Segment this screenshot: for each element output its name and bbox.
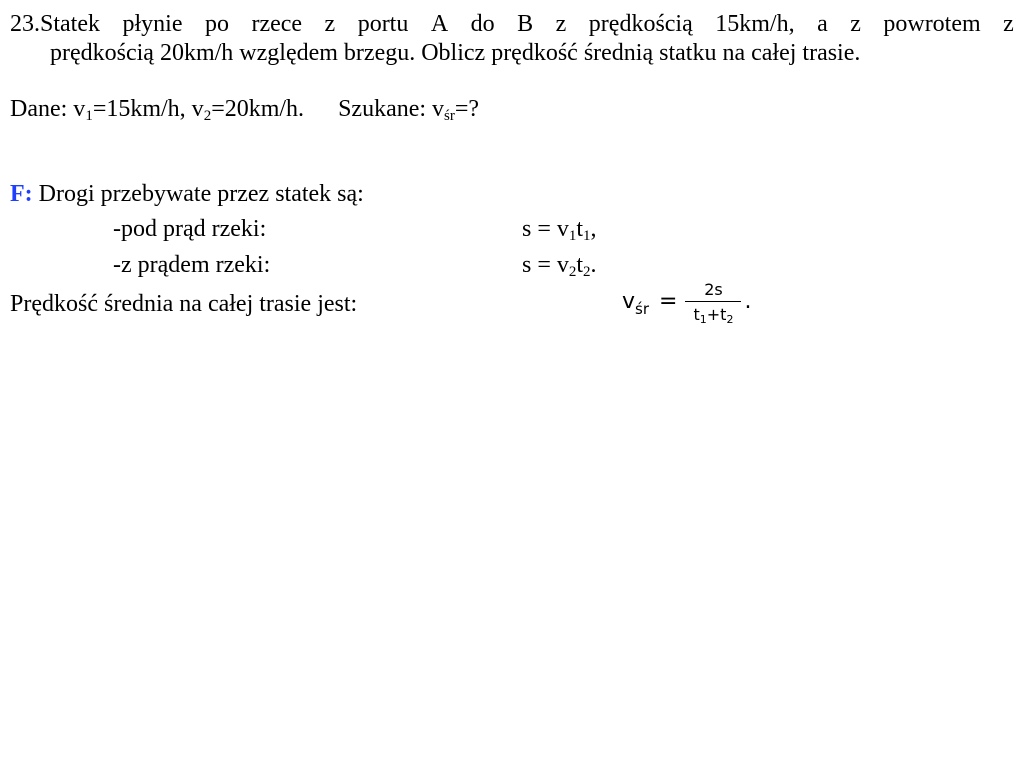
den-sub2: 2 [726,313,734,327]
sought-block [338,96,479,122]
formula-lhs-sub: śr [635,299,650,318]
formula-denominator [693,302,734,327]
formula-equals: = [659,288,678,314]
physics-intro [10,180,364,209]
problem-word: do [470,11,495,37]
upstream-equation [522,215,597,244]
formula-numerator: 2s [704,280,723,299]
upstream-eq-sub1: 1 [568,228,577,244]
given-prefix: Dane: v [10,96,86,122]
problem-word: prędkością [588,11,693,37]
problem-word: 15km/h, [715,11,795,37]
problem-line-2: prędkością 20km/h względem brzegu. Oblicz prędkość średnią statku na całej trasie. [50,39,861,66]
problem-statement [10,10,1014,68]
sought-sub: śr [444,108,455,124]
given-v1-sub: 1 [85,108,93,124]
downstream-label: -z prądem rzeki: [113,252,271,278]
upstream-eq-s: s = v [522,216,569,242]
average-speed-formula [622,280,752,327]
den-plus-t: +t [706,305,727,325]
problem-word: z [555,11,567,37]
upstream-eq-t: t [576,216,584,242]
formula-lhs-v: v [622,288,636,314]
problem-word: portu [357,11,409,37]
problem-word: a [817,11,828,37]
sought-prefix: Szukane: v [338,96,445,122]
upstream-eq-end: , [590,216,597,242]
formula-fraction [685,280,741,327]
given-v2-rest: =20km/h. [211,96,305,122]
formula-lhs [622,288,650,318]
upstream-eq-sub2: 1 [583,228,591,244]
problem-word: z [850,11,861,37]
sought-rest: =? [454,96,480,122]
given-v1-rest: =15km/h, v [92,96,204,122]
problem-word: z [324,11,336,37]
problem-word: rzece [251,11,303,37]
given-data [10,95,479,124]
problem-word: 23.Statek [10,11,100,37]
physics-intro-text: Drogi przebywate przez statek są: [32,181,364,207]
given-v2-sub: 2 [203,108,212,124]
average-speed-label: Prędkość średnia na całej trasie jest: [10,291,358,317]
formula-end: . [744,288,752,314]
downstream-eq-sub2: 2 [583,264,591,280]
downstream-eq-t: t [576,252,584,278]
problem-word: A [430,11,449,37]
problem-word: z [1003,11,1014,37]
upstream-label: -pod prąd rzeki: [113,216,267,242]
problem-word: po [204,11,229,37]
downstream-eq-s: s = v [522,252,569,278]
problem-word: B [517,11,534,37]
problem-word: powrotem [883,11,981,37]
den-t1: t [693,305,700,325]
physics-label: F: [10,181,33,207]
downstream-equation [522,251,597,280]
problem-line-1 [10,10,1014,39]
problem-word: płynie [122,11,183,37]
downstream-eq-end: . [590,252,597,278]
downstream-eq-sub1: 2 [568,264,577,280]
den-sub1: 1 [699,313,707,327]
